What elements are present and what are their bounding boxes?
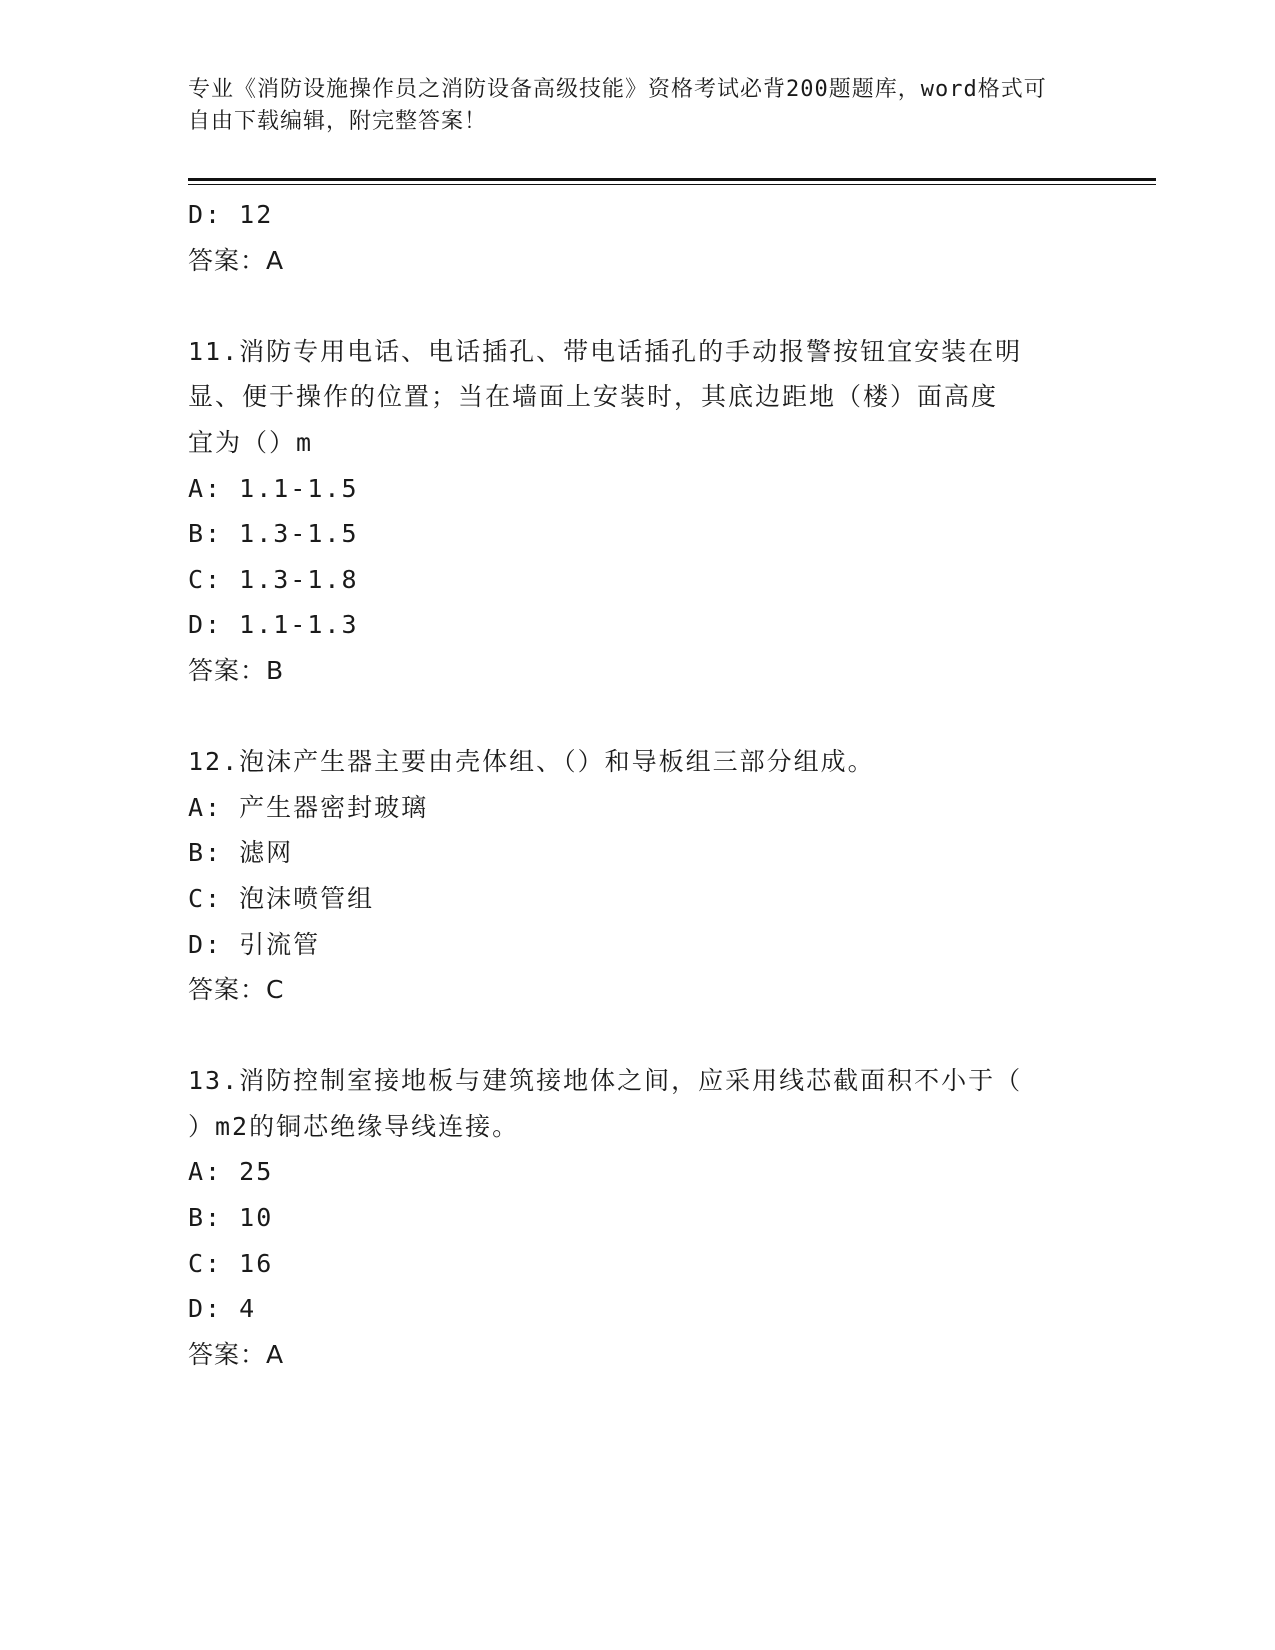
- answer-line: 答案：A: [188, 245, 285, 275]
- question-block: [188, 329, 1088, 694]
- question-stem-line: 宜为（）m: [188, 427, 314, 457]
- answer-line: 答案：A: [188, 1339, 285, 1369]
- question-stem-line: 13.消防控制室接地板与建筑接地体之间，应采用线芯截面积不小于（: [188, 1066, 1023, 1096]
- document-body: [188, 192, 1088, 1377]
- option-a: A: 1.1-1.5: [188, 473, 359, 503]
- answer-line: 答案：C: [188, 975, 285, 1005]
- spacer: [188, 283, 1088, 329]
- question-stem-line: 11.消防专用电话、电话插孔、带电话插孔的手动报警按钮宜安装在明: [188, 336, 1023, 366]
- header-divider-thin: [188, 184, 1156, 185]
- option-d: D: 12: [188, 200, 274, 229]
- question-stem-line: ）m2的铜芯绝缘导线连接。: [188, 1111, 520, 1141]
- option-d: D: 1.1-1.3: [188, 610, 359, 640]
- option-c: C: 泡沫喷管组: [188, 883, 375, 913]
- question-block: [188, 1058, 1088, 1377]
- document-header: 专业《消防设施操作员之消防设备高级技能》资格考试必背200题题库，word格式可自由下载编辑，附完整答案！: [188, 77, 1047, 134]
- option-c: C: 16: [188, 1248, 274, 1278]
- option-b: B: 10: [188, 1203, 274, 1233]
- option-c: C: 1.3-1.8: [188, 564, 359, 594]
- question-stem-line: 显、便于操作的位置；当在墙面上安装时，其底边距地（楼）面高度: [188, 382, 999, 412]
- option-b: B: 滤网: [188, 838, 294, 868]
- option-d: D: 引流管: [188, 929, 321, 959]
- header-divider: [188, 178, 1156, 181]
- answer-line: 答案：B: [188, 655, 285, 685]
- option-d: D: 4: [188, 1294, 257, 1324]
- option-b: B: 1.3-1.5: [188, 519, 359, 549]
- option-a: A: 产生器密封玻璃: [188, 792, 429, 822]
- question-stem-line: 12.泡沫产生器主要由壳体组、（）和导板组三部分组成。: [188, 747, 875, 777]
- spacer: [188, 694, 1088, 740]
- question-block: [188, 739, 1088, 1013]
- spacer: [188, 1013, 1088, 1059]
- option-a: A: 25: [188, 1157, 274, 1187]
